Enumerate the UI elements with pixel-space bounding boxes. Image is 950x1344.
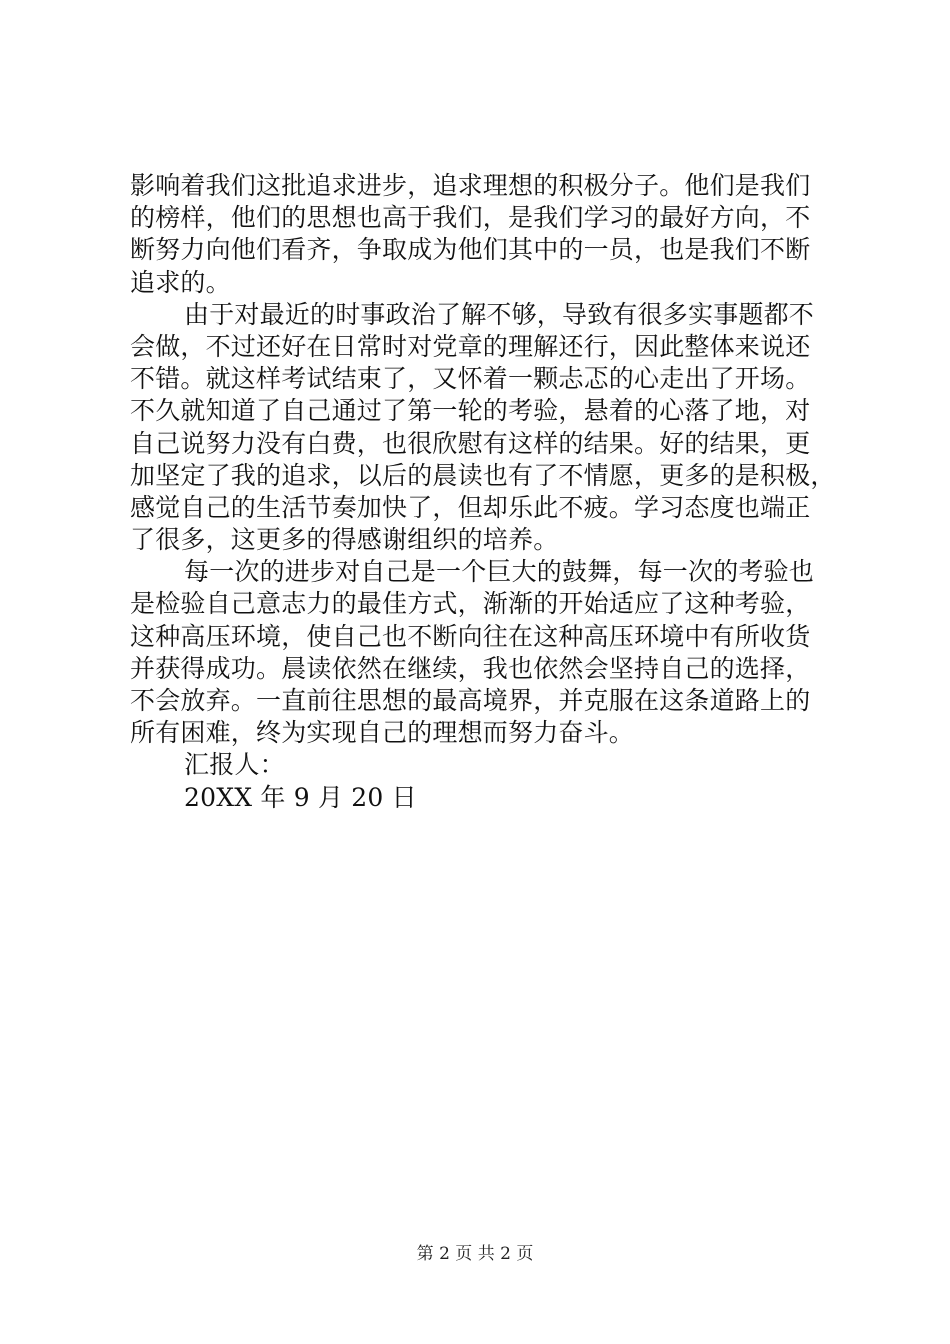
text-line: 会做，不过还好在日常时对党章的理解还行，因此整体来说还 [130, 331, 811, 361]
paragraph-start-line: 每一次的进步对自己是一个巨大的鼓舞，每一次的考验也 [184, 557, 815, 587]
text-line: 感觉自己的生活节奏加快了，但却乐此不疲。学习态度也端正 [130, 492, 811, 522]
text-line: 断努力向他们看齐，争取成为他们其中的一员，也是我们不断 [130, 235, 811, 265]
text-line: 这种高压环境，使自己也不断向往在这种高压环境中有所收货 [130, 621, 811, 651]
text-line: 不久就知道了自己通过了第一轮的考验，悬着的心落了地，对 [130, 396, 811, 426]
text-line: 是检验自己意志力的最佳方式，渐渐的开始适应了这种考验， [130, 589, 811, 619]
text-line: 影响着我们这批追求进步，追求理想的积极分子。他们是我们 [130, 171, 811, 200]
report-date: 20XX 年 9 月 20 日 [184, 782, 417, 812]
text-line: 所有困难，终为实现自己的理想而努力奋斗。 [130, 718, 635, 748]
text-line: 不会放弃。一直前往思想的最高境界，并克服在这条道路上的 [130, 686, 811, 715]
page-number-footer: 第 2 页 共 2 页 [416, 1244, 534, 1264]
text-line: 加坚定了我的追求，以后的晨读也有了不情愿，更多的是积极， [130, 460, 836, 490]
text-line: 不错。就这样考试结束了，又怀着一颗忐忑的心走出了开场。 [130, 364, 811, 394]
report-body [130, 170, 836, 814]
paragraph-start-line: 由于对最近的时事政治了解不够，导致有很多实事题都不 [184, 299, 815, 329]
reporter-label: 汇报人： [184, 750, 285, 780]
text-line: 并获得成功。晨读依然在继续，我也依然会坚持自己的选择， [130, 653, 811, 683]
text-line: 了很多，这更多的得感谢组织的培养。 [130, 525, 559, 555]
text-line: 自己说努力没有白费，也很欣慰有这样的结果。好的结果，更 [130, 428, 811, 458]
text-line: 的榜样，他们的思想也高于我们，是我们学习的最好方向，不 [130, 203, 811, 233]
text-line: 追求的。 [130, 267, 231, 297]
